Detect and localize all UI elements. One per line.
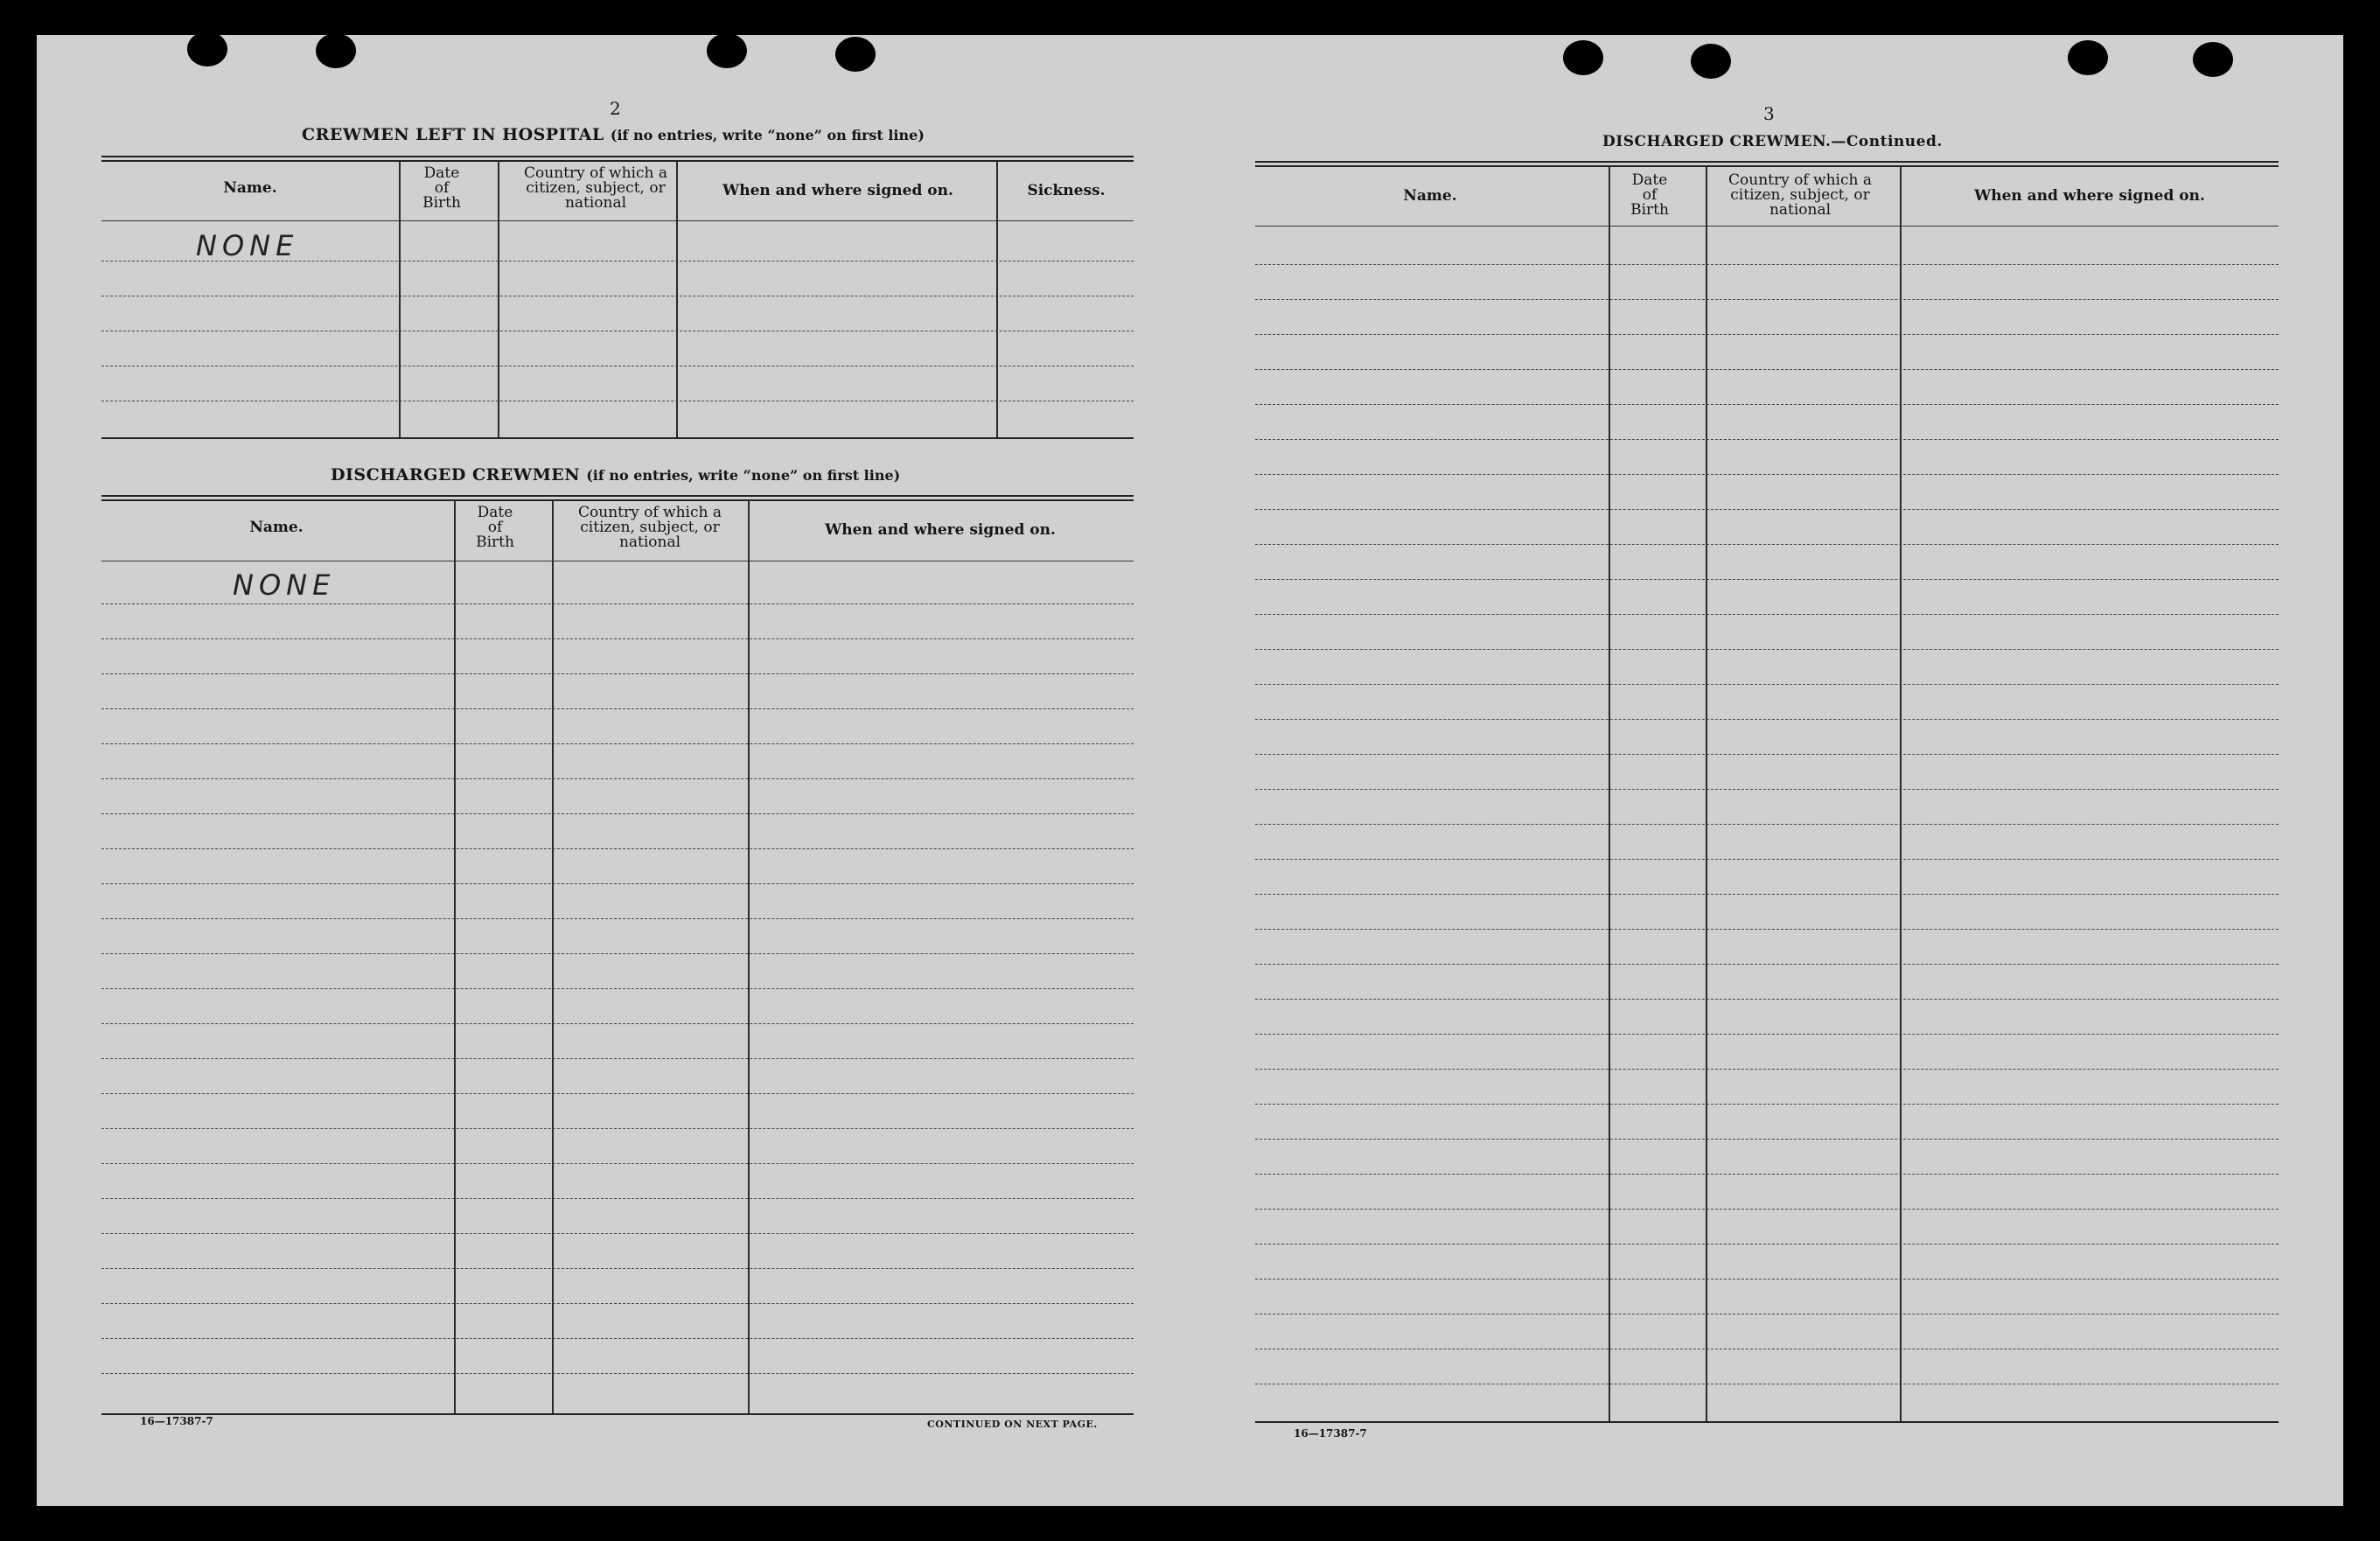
col-name: Name. [1403,187,1457,205]
right-header-rule [1255,226,2279,227]
col-sickness: Sickness. [1027,182,1106,199]
punch-hole [2068,40,2108,75]
handwritten-entry: NONE [233,568,336,602]
col-date-of-birth: Date of Birth [476,504,514,551]
hospital-bottom-rule [101,437,1134,439]
entry-line [101,918,1134,919]
entry-line [101,953,1134,954]
col-country: Country of which a citizen, subject, or national [578,504,722,551]
entry-line [1255,404,2279,405]
hospital-header-rule [101,220,1134,221]
entry-line [1255,614,2279,615]
entry-line [101,1268,1134,1269]
entry-line [101,1233,1134,1234]
entry-line [1255,544,2279,545]
entry-line [1255,1034,2279,1035]
entry-line [101,883,1134,884]
entry-line [1255,509,2279,510]
entry-line [101,1338,1134,1339]
entry-line [1255,999,2279,1000]
entry-line [1255,264,2279,265]
entry-line [1255,824,2279,825]
entry-line [1255,1209,2279,1210]
column-divider [399,160,401,437]
entry-line [1255,894,2279,895]
entry-line [101,1023,1134,1024]
entry-line [1255,964,2279,965]
entry-line [1255,1279,2279,1280]
hospital-top-rule [101,160,1134,162]
col-signed-on: When and where signed on. [1974,187,2205,205]
column-divider [1900,165,1902,1421]
column-divider [1609,165,1610,1421]
entry-line [1255,1139,2279,1140]
right-top-rule [1255,165,2279,167]
column-divider [454,499,456,1413]
discharged-bottom-rule [101,1413,1134,1415]
column-divider [552,499,554,1413]
punch-hole [187,31,227,66]
entry-line [101,988,1134,989]
col-signed-on: When and where signed on. [722,182,953,199]
document-page [37,35,2343,1506]
punch-hole [1691,44,1731,79]
entry-line [1255,334,2279,335]
continued-note: CONTINUED ON NEXT PAGE. [927,1419,1098,1430]
entry-line [1255,684,2279,685]
entry-line [1255,299,2279,300]
page-number: 2 [610,98,621,119]
column-divider [1706,165,1707,1421]
entry-line [101,1163,1134,1164]
col-signed-on: When and where signed on. [825,521,1056,539]
punch-hole [835,37,876,72]
entry-line [101,1058,1134,1059]
page-number: 3 [1763,103,1775,124]
entry-line [1255,1104,2279,1105]
handwritten-entry: NONE [196,229,299,262]
col-country: Country of which a citizen, subject, or national [524,164,667,212]
right-bottom-rule [1255,1421,2279,1423]
entry-line [1255,789,2279,790]
entry-line [101,778,1134,779]
column-divider [498,160,499,437]
discharged-title-text: DISCHARGED CREWMEN [331,465,581,485]
hospital-top-rule [101,156,1134,157]
hospital-title-text: CREWMEN LEFT IN HOSPITAL [302,125,604,144]
entry-line [1255,579,2279,580]
column-divider [996,160,998,437]
discharged-top-rule [101,495,1134,497]
entry-line [101,603,1134,604]
entry-line [1255,439,2279,440]
entry-line [1255,474,2279,475]
entry-line [101,1093,1134,1094]
punch-hole [1563,40,1603,75]
entry-line [1255,929,2279,930]
entry-line [1255,754,2279,755]
hospital-section-title [302,125,925,144]
discharged-section-title [331,465,900,485]
column-divider [748,499,750,1413]
punch-hole [316,33,356,68]
col-country: Country of which a citizen, subject, or national [1728,171,1872,219]
entry-line [101,813,1134,814]
entry-line [101,708,1134,709]
discharged-title-instruction: (if no entries, write “none” on first line) [586,467,901,484]
col-name: Name. [249,519,304,536]
col-name: Name. [223,179,277,197]
entry-line [101,638,1134,639]
hospital-title-instruction: (if no entries, write “none” on first line) [610,127,925,143]
entry-line [1255,369,2279,370]
discharged-top-rule [101,499,1134,501]
entry-line [101,1303,1134,1304]
entry-line [1255,649,2279,650]
entry-line [101,1198,1134,1199]
entry-line [101,1128,1134,1129]
right-top-rule [1255,161,2279,163]
entry-line [1255,1174,2279,1175]
col-date-of-birth: Date of Birth [422,164,461,212]
entry-line [1255,1244,2279,1245]
col-date-of-birth: Date of Birth [1630,171,1669,219]
entry-line [1255,1069,2279,1070]
column-divider [676,160,678,437]
form-code: 16—17387-7 [1294,1427,1367,1440]
entry-line [101,848,1134,849]
entry-line [101,743,1134,744]
entry-line [1255,719,2279,720]
entry-line [101,673,1134,674]
punch-hole [707,33,747,68]
discharged-continued-title: DISCHARGED CREWMEN.—Continued. [1602,133,1943,150]
form-code: 16—17387-7 [140,1415,213,1427]
entry-line [1255,859,2279,860]
entry-line [101,1373,1134,1374]
punch-hole [2193,42,2233,77]
